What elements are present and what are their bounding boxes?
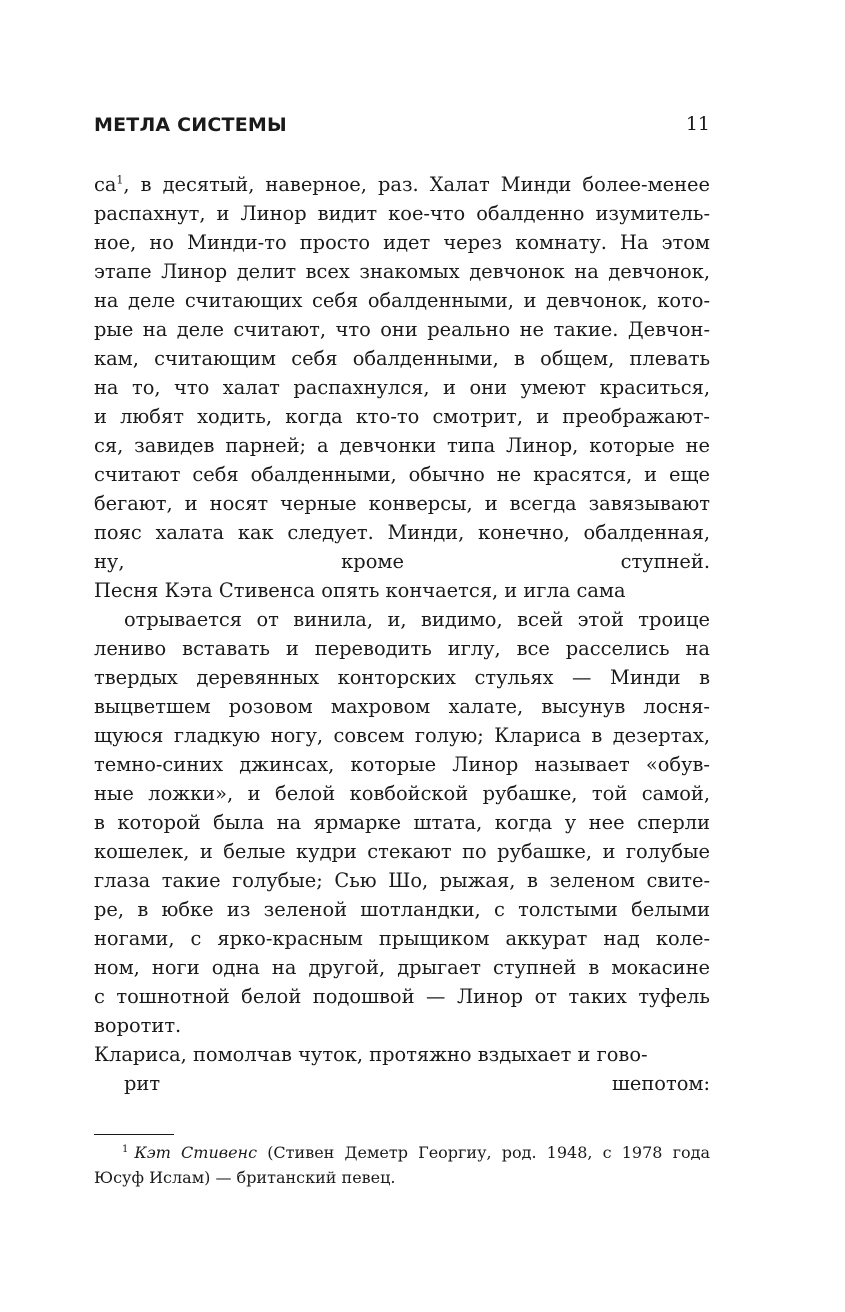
text-line: кам, считающим себя обалденными, в общем, плевать bbox=[94, 347, 710, 370]
text-line bbox=[94, 170, 710, 199]
body-text bbox=[94, 170, 710, 1127]
text-line: пояс халата как следует. Минди, конечно, обалденная, bbox=[94, 521, 710, 544]
text-line: распахнут, и Линор видит кое-что обалденно изумитель- bbox=[94, 202, 710, 225]
text-line bbox=[94, 1098, 710, 1127]
text-line: отрывается от винила, и, видимо, всей этой троице bbox=[124, 608, 710, 631]
text-line: считают себя обалденными, обычно не красятся, и еще bbox=[94, 463, 710, 486]
text-line: темно-синих джинсах, которые Линор называет «обув- bbox=[94, 753, 710, 776]
text-line: ное, но Минди-то просто идет через комнату. На этом bbox=[94, 231, 710, 254]
text-line: выцветшем розовом махровом халате, высунув лосня- bbox=[94, 695, 710, 718]
footnote bbox=[94, 1140, 710, 1190]
text-line: ном, ноги одна на другой, дрыгает ступней в мокасине bbox=[94, 956, 710, 979]
text-line: рые на деле считают, что они реально не такие. Девчон- bbox=[94, 318, 710, 341]
text-line: рит шепотом: bbox=[124, 1072, 710, 1095]
page-number: 11 bbox=[685, 113, 710, 135]
text-line: глаза такие голубые; Сью Шо, рыжая, в зеленом свите- bbox=[94, 869, 710, 892]
footnote-line bbox=[94, 1140, 710, 1165]
text-line: ные ложки», и белой ковбойской рубашке, той самой, bbox=[94, 782, 710, 805]
text-line: ну, кроме ступней. bbox=[94, 550, 710, 573]
text-fragment: са bbox=[94, 173, 117, 196]
text-line: лениво вставать и переводить иглу, все расселись на bbox=[94, 637, 710, 660]
text-line: бегают, и носят черные конверсы, и всегда завязывают bbox=[94, 492, 710, 515]
text-line: твердых деревянных конторских стульях — Минди в bbox=[94, 666, 710, 689]
text-line: на деле считающих себя обалденными, и девчонок, кото- bbox=[94, 289, 710, 312]
footnote-marker: 1 bbox=[122, 1143, 129, 1155]
footnote-line: Юсуф Ислам) — британский певец. bbox=[94, 1168, 396, 1187]
text-line: Клариса, помолчав чуток, протяжно вздыхает и гово- bbox=[94, 1043, 648, 1066]
text-line: этапе Линор делит всех знакомых девчонок на девчонок, bbox=[94, 260, 710, 283]
text-line: в которой была на ярмарке штата, когда у нее сперли bbox=[94, 811, 710, 834]
text-line: ре, в юбке из зеленой шотландки, с толстыми белыми bbox=[94, 898, 710, 921]
text-line: ногами, с ярко-красным прыщиком аккурат над коле- bbox=[94, 927, 710, 950]
text-line: на то, что халат распахнулся, и они умеют краситься, bbox=[94, 376, 710, 399]
footnote-text: (Стивен Деметр Георгиу, род. 1948, с 1978 года bbox=[257, 1143, 711, 1162]
text-line: ся, завидев парней; а девчонки типа Линор, которые не bbox=[94, 434, 710, 457]
text-line: Песня Кэта Стивенса опять кончается, и игла сама bbox=[94, 579, 626, 602]
running-title: МЕТЛА СИСТЕМЫ bbox=[94, 114, 287, 136]
text-line: кошелек, и белые кудри стекают по рубашке, и голубые bbox=[94, 840, 710, 863]
text-line: с тошнотной белой подошвой — Линор от таких туфель bbox=[94, 985, 710, 1008]
text-line: щуюся гладкую ногу, совсем голую; Клариса в дезертах, bbox=[94, 724, 710, 747]
footnote-divider bbox=[94, 1134, 174, 1135]
footnote-reference: 1 bbox=[116, 173, 124, 187]
footnote-name: Кэт Стивенс bbox=[134, 1143, 258, 1162]
running-head bbox=[94, 114, 710, 142]
text-line: воротит. bbox=[94, 1014, 182, 1037]
text-line: и любят ходить, когда кто-то смотрит, и преображают- bbox=[94, 405, 710, 428]
text-fragment: , в десятый, наверное, раз. Халат Минди более-менее bbox=[123, 173, 710, 196]
